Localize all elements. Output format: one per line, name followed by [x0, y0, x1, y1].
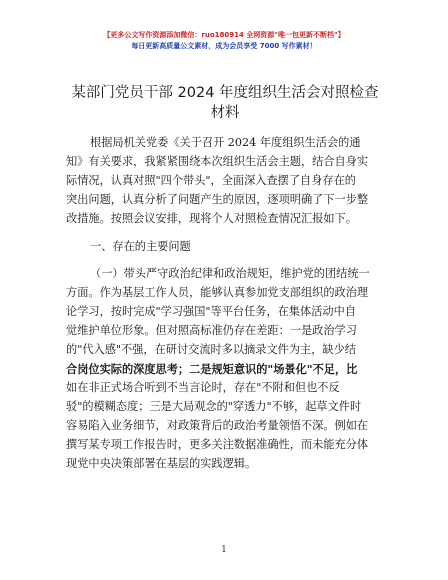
section-heading: 一、存在的主要问题: [90, 240, 191, 253]
intro-line: 改措施。按照会议安排，现将个人对照检查情况汇报如下。: [66, 212, 357, 225]
promo-banner-line-2: 每日更新高质量公文素材，成为会员享受 7000 写作素材！: [131, 42, 317, 50]
intro-line: 突出问题，认真分析了问题产生的原因，逐项明确了下一步整: [66, 193, 369, 206]
promo-banner-line-1: 【更多公文写作资源添加微信：ruo180914 全网资源"唯一包更新不断档"】: [103, 31, 345, 39]
page-number: 1: [221, 545, 227, 555]
body-line: 的"代入感"不强，在研讨交流时多以摘录文件为主，缺少结: [66, 343, 356, 356]
body-line: 撰写某专项工作报告时，更多关注数据准确性，而未能充分体: [66, 438, 369, 451]
document-title-line-1: 某部门党员干部 2024 年度组织生活会对照检查: [71, 85, 379, 101]
body-line: （一）带头严守政治纪律和政治规矩，维护党的团结统一: [90, 267, 370, 280]
intro-line: 知》有关要求，我紧紧围绕本次组织生活会主题，结合自身实: [66, 155, 369, 168]
document-title-line-2: 材料: [210, 105, 240, 121]
body-line: 合岗位实际的深度思考；二是规矩意识的"场景化"不足，比: [66, 362, 358, 376]
body-line: 驳"的模糊态度；三是大局观念的"穿透力"不够，起草文件时: [66, 400, 362, 413]
intro-line: 根据局机关党委《关于召开 2024 年度组织生活会的通: [90, 136, 361, 149]
body-line: 觉维护单位形象。但对照高标准仍存在差距：一是政治学习: [66, 324, 357, 337]
body-line: 现党中央决策部署在基层的实践逻辑。: [66, 457, 257, 470]
body-line: 容易陷入业务细节，对政策背后的政治考量领悟不深。例如在: [66, 419, 369, 432]
body-line: 如在非正式场合听到不当言论时，存在"不附和但也不反: [66, 381, 340, 394]
body-line: 论学习，按时完成"学习强国"等平台任务，在集体活动中自: [66, 305, 356, 318]
body-line: 方面。作为基层工作人员，能够认真参加党支部组织的政治理: [66, 286, 369, 299]
intro-line: 际情况，认真对照"四个带头"，全面深入查摆了自身存在的: [66, 174, 356, 187]
